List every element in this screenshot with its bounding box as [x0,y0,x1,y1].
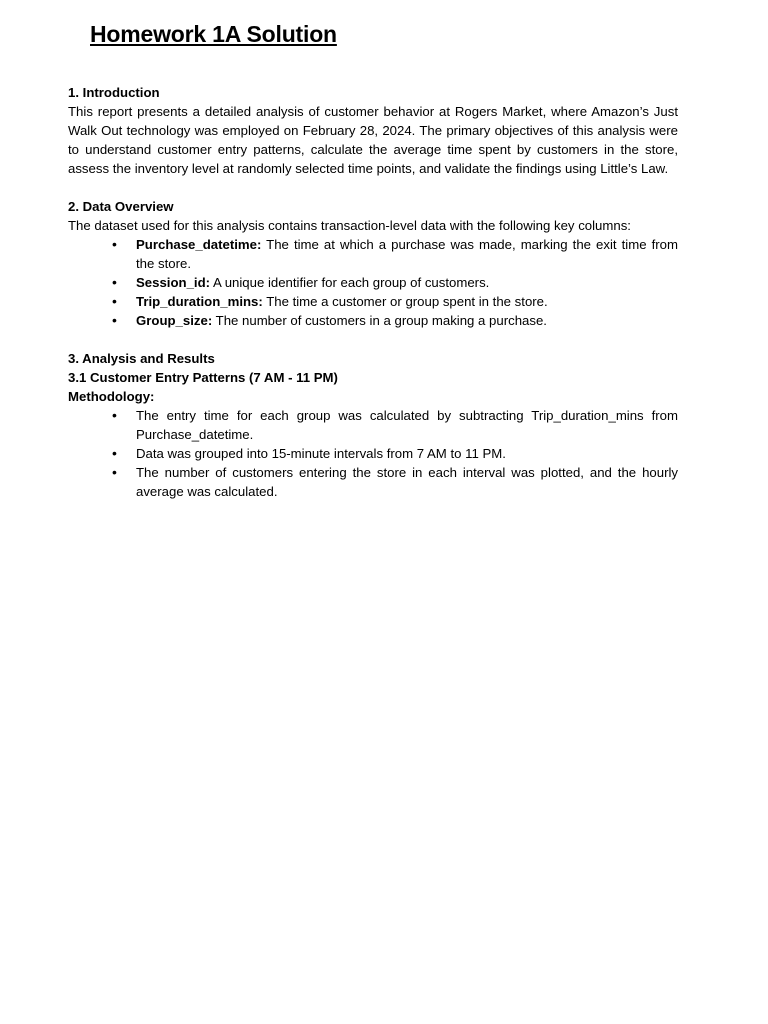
column-description: The time at which a purchase was made, marking the exit time from the store. [136,237,678,271]
analysis-heading: 3. Analysis and Results [68,351,215,366]
list-item-session-id [136,273,678,292]
methodology-item: • The entry time for each group was calculated by subtracting Trip_duration_mins from Purchase_datetime. [136,406,678,444]
methodology-item: • The number of customers entering the store in each interval was plotted, and the hourly average was calculated. [136,463,678,501]
column-term: Session_id: [136,275,211,290]
data-overview-section [68,197,678,330]
introduction-heading: 1. Introduction [68,85,160,100]
list-item-purchase-datetime [136,235,678,273]
list-item-trip-duration [136,292,678,311]
document-title: Homework 1A Solution [90,21,337,47]
column-description: The number of customers in a group making a purchase. [212,313,547,328]
spacer [68,178,678,197]
list-item-group-size [136,311,678,330]
column-term: Trip_duration_mins: [136,294,263,309]
column-description: A unique identifier for each group of customers. [210,275,490,290]
introduction-paragraph: This report presents a detailed analysis of customer behavior at Rogers Market, where Amazon’s Just Walk Out technology was employed on February 28, 2024. The primary objectives of this analysis were to understand customer entry patterns, calculate the average time spent by customers in the store, assess the inventory level at randomly selected time points, and validate the findings using Little’s Law. [68,104,678,176]
analysis-section [68,349,678,501]
methodology-heading: Methodology: [68,389,155,404]
spacer [68,330,678,349]
methodology-list [68,406,678,501]
methodology-item: • Data was grouped into 15-minute intervals from 7 AM to 11 PM. [136,444,678,463]
key-columns-list [68,235,678,330]
column-term: Purchase_datetime: [136,237,262,252]
entry-patterns-subheading: 3.1 Customer Entry Patterns (7 AM - 11 PM) [68,370,338,385]
data-overview-paragraph: The dataset used for this analysis contains transaction-level data with the following key columns: [68,218,631,233]
column-term: Group_size: [136,313,213,328]
data-overview-heading: 2. Data Overview [68,199,174,214]
document-body [68,83,678,501]
column-description: The time a customer or group spent in the store. [262,294,548,309]
introduction-section [68,83,678,178]
